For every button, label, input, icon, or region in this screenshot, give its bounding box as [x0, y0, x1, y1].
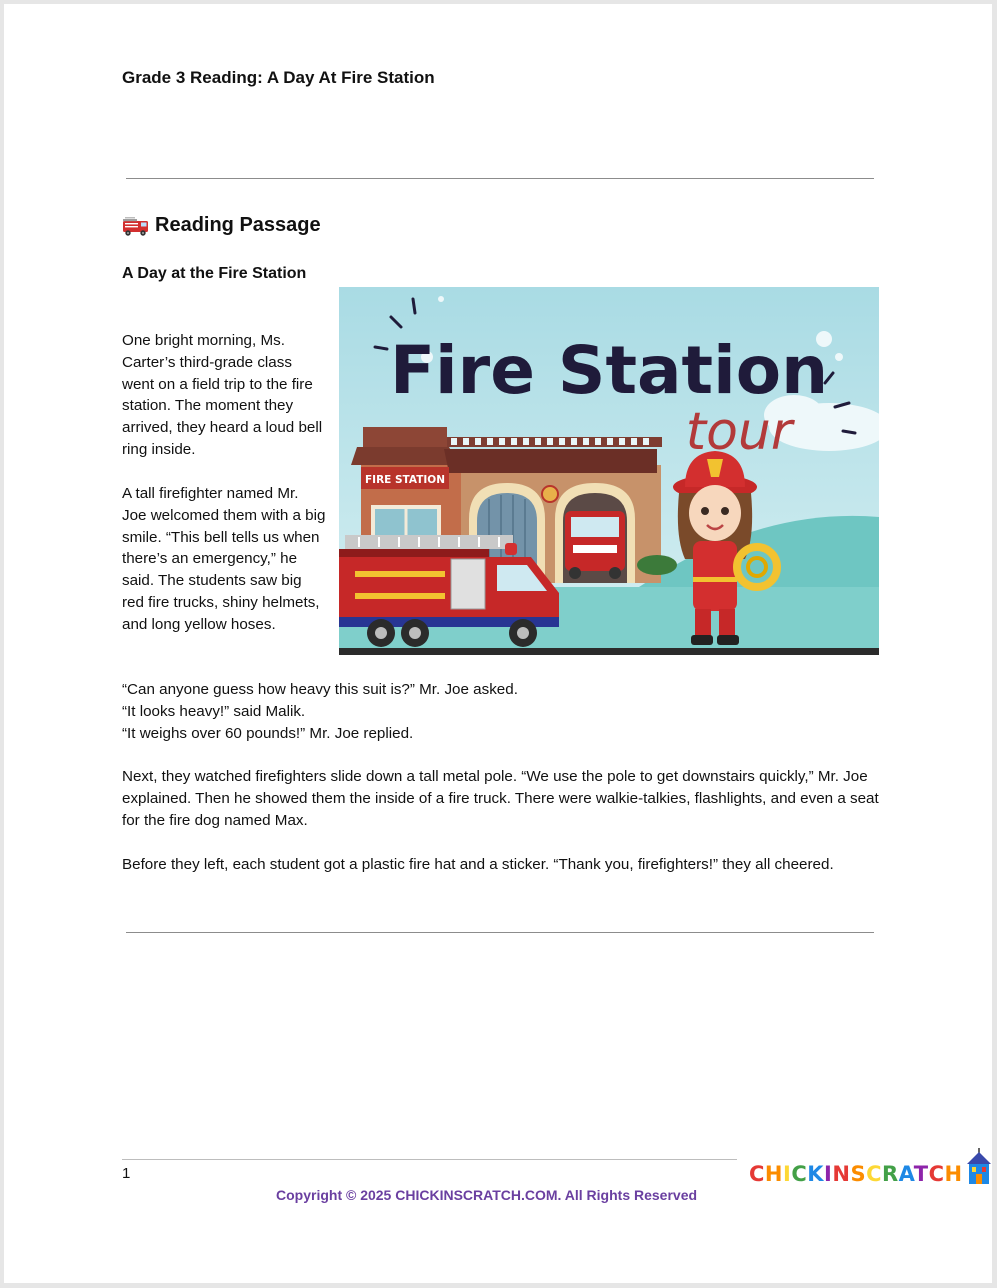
page-number: 1	[122, 1165, 131, 1182]
brand-letter: S	[850, 1162, 867, 1186]
top-divider	[126, 178, 874, 179]
brand-letter: A	[898, 1162, 914, 1186]
story-paragraph-4: Before they left, each student got a plastic fire hat and a sticker. “Thank you, firefighters!” they all cheered.	[122, 856, 834, 873]
brand-letter: I	[824, 1162, 833, 1186]
brand-letter: C	[928, 1162, 945, 1186]
dialogue-line-2: “It looks heavy!” said Malik.	[122, 702, 306, 720]
brand-letter: N	[832, 1162, 851, 1186]
fire-station-tour-illustration	[339, 287, 879, 655]
story-title: A Day at the Fire Station	[122, 265, 307, 282]
brand-letter: C	[749, 1162, 765, 1186]
document-title: Grade 3 Reading: A Day At Fire Station	[122, 68, 435, 87]
brand-wordmark	[749, 1162, 963, 1186]
chickinscratch-logo	[749, 1144, 992, 1186]
bottom-divider	[126, 932, 874, 933]
brand-letter: H	[764, 1162, 783, 1186]
story-paragraph-3: Next, they watched firefighters slide down a tall metal pole. “We use the pole to get downstairs quickly,” Mr. Joe explained. Then he showed them the inside of a fire truck. There were walkie-talkies, flashlights, and even a seat for the fire dog named Max.	[122, 768, 879, 829]
dialogue-line-3: “It weighs over 60 pounds!” Mr. Joe replied.	[122, 724, 414, 742]
section-heading	[122, 214, 321, 237]
copyright-notice: Copyright © 2025 CHICKINSCRATCH.COM. All Rights Reserved	[276, 1187, 698, 1203]
illustration-headline: Fire Station	[389, 332, 829, 409]
brand-letter: C	[791, 1162, 808, 1186]
brand-letter: T	[913, 1162, 929, 1186]
brand-letter: C	[866, 1162, 882, 1186]
schoolhouse-icon	[966, 1148, 992, 1186]
section-heading-text: Reading Passage	[155, 214, 321, 236]
story-paragraph-2: A tall firefighter named Mr. Joe welcomed them with a big smile. “This bell tells us when there’s an emergency,” he said. The students saw big red fire trucks, shiny helmets, and long yellow hoses.	[122, 485, 326, 633]
fire-engine-icon	[122, 215, 149, 237]
brand-letter: K	[807, 1162, 825, 1186]
dialogue-line-1: “Can anyone guess how heavy this suit is?” Mr. Joe asked.	[122, 681, 518, 698]
document-page	[4, 4, 992, 1283]
brand-letter: R	[881, 1162, 899, 1186]
brand-letter: H	[944, 1162, 963, 1186]
footer-divider	[122, 1159, 737, 1160]
illustration-subheadline: tour	[685, 402, 793, 462]
dialogue-block	[122, 679, 892, 744]
story-paragraph-1: One bright morning, Ms. Carter’s third-grade class went on a field trip to the fire station. The moment they arrived, they heard a loud bell ring inside.	[122, 332, 323, 458]
brand-letter: I	[783, 1162, 792, 1186]
illustration-sign-text: FIRE STATION	[365, 474, 445, 486]
